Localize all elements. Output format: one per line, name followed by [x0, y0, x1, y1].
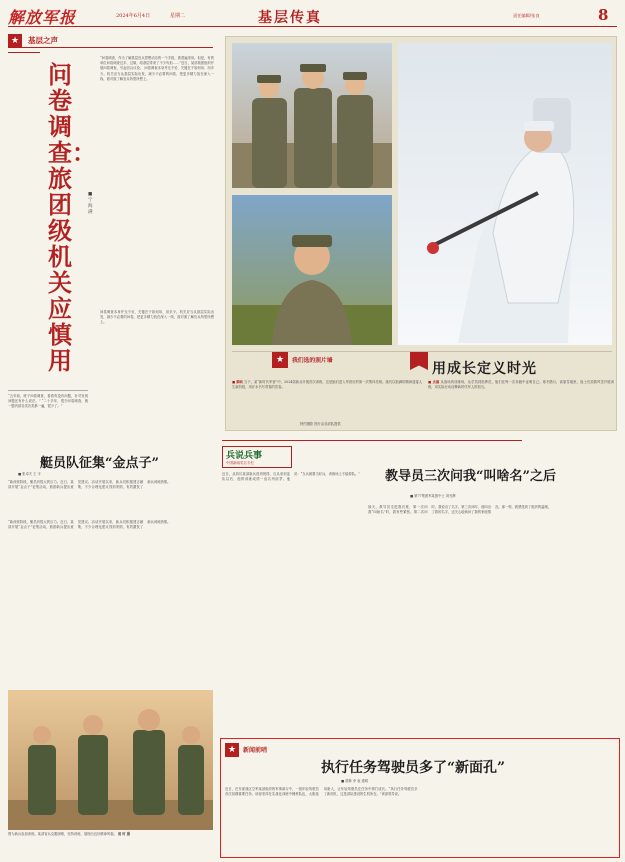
headline-rule	[8, 52, 40, 57]
soldier-column-title: 兵说兵事	[226, 451, 263, 461]
photo-smiling-soldier	[232, 195, 392, 345]
newspaper-logo: 解放军报	[8, 8, 77, 27]
left-article-body: “问卷调查，作为了解基层官兵思想动态的一个手段，被普遍采用。但是，有的单位问卷调查过多、过频，给基层带来了不少负担……”近日，某部旅团组织开展问卷调查，引起官兵议论。 问卷调查本身并无不妥，关键在于如何用、用多少。机关应当从基层实际出发，减少不必要的问卷，把更多精力放在深入一线、面对面了解官兵所思所想上。	[100, 56, 214, 81]
column-banner	[8, 34, 213, 48]
boat-article-author: ■ 张卓夫 王 平	[18, 472, 41, 476]
photo-feature-title: 用成长定义时光	[432, 361, 537, 377]
instructor-article-body: 那天，教导员走进我们班，第一次问我“叫啥名”时，我有些紧张。第二次问时，我说出了名字。第三次问时，他叫出了我的名字，还关心地询问了我的家庭情况。那一刻，我感受到了组织的温暖。	[368, 505, 552, 515]
instructor-article-label: ■ 第77集团军某旅中士 刘光辉	[410, 494, 456, 498]
pull-quote: “五年前，班子问卷调查，看看有没有问题，针对发现问题还有什么说法。” “二十多年，很少问卷调查，就一题内部各类各类都一遍，很少了。”	[8, 390, 88, 440]
page-number: 8	[598, 6, 609, 24]
news-box	[220, 738, 620, 858]
boat-article-body-continued: “新训营阶段，艇员有很大的压力。近日，某部开展“金点子”征集活动，鼓励新兵提出意见建议。活动开展以来，新兵们积极建言献策，不少合理化建议得到采纳，有效激发了新兵训练热情。	[8, 520, 171, 530]
soldier-column-subtitle: 中国新闻奖名专栏	[226, 461, 254, 465]
news-box-body: 近日，在东部战区空军某部组织的军事演习中，一批年轻驾驶员首次担纲重要任务。该部坚持在实战化训练中锤炼队伍，大胆选用新人，让年轻驾驶员在任务中摔打成长。“执行任务驾驶员多了新面孔，这是部队建设的生机所在。”该部领导说。	[225, 787, 418, 797]
boat-photo-caption: 图为新兵参加训练。某部官兵克服困难，坚持训练，展现出良好精神风貌。 周 时 摄	[8, 832, 131, 836]
star-icon: ★	[8, 34, 22, 48]
soldier-column-body: 近日，从四川某部新兵营到班排，自从来到连队以后，他的训练成绩一直名列前茅。他说：“当兵就要当好兵，训练场上不能掉队。”	[222, 472, 361, 482]
masthead	[8, 5, 617, 27]
photo-feature	[225, 36, 617, 431]
left-author: ■ 宁海 满	[88, 192, 93, 215]
divider	[8, 448, 213, 449]
left-headline: 问卷调查：旅团级机关应慎用	[48, 60, 96, 375]
issue-date: 2024年6月4日	[116, 13, 151, 19]
section-title: 基层传真	[258, 10, 322, 26]
left-article-continued: 问卷调查本身并无不妥，关键在于如何用、用多少。机关应当从基层实际出发，减少不必要的问卷，把更多精力放在深入一线、面对面了解官兵所思所想上。	[100, 310, 214, 325]
soldier-column-banner	[222, 446, 292, 468]
issue-weekday: 星期二	[170, 13, 186, 19]
photo-feature-label: 我们选的照片墙	[292, 358, 333, 364]
star-icon: ★	[272, 352, 288, 368]
photo-three-soldiers	[232, 43, 392, 188]
photo-runners	[8, 690, 213, 830]
editor-credit: 责任编辑/张良	[513, 13, 540, 18]
news-box-title: 执行任务驾驶员多了“新面孔”	[321, 760, 506, 776]
divider	[222, 440, 522, 441]
boat-article-title: 艇员队征集“金点子”	[40, 456, 159, 471]
instructor-article-title: 教导员三次问我“叫啥名”之后	[385, 469, 556, 484]
boat-article-body: “新训营阶段，艇员有很大的压力。近日，某部开展“金点子”征集活动，鼓励新兵提出意见建议。活动开展以来，新兵们积极建言献策，不少合理化建议得到采纳，有效激发了新兵训练热情。	[8, 480, 171, 490]
star-icon: ★	[225, 743, 239, 757]
column-label: 基层之声	[28, 36, 58, 45]
photo-col2: ■ 点滴 从战场到训练场，从学员到指挥员，他们在每一次奔跑中证明自己。寒冬腊月，高原雪地里，战士们顶着风雪开展训练，用实际行动诠释新时代军人的担当。	[428, 380, 614, 390]
photo-snow-soldier	[398, 43, 612, 345]
divider	[232, 351, 612, 352]
news-box-label: 新闻前哨	[243, 747, 268, 754]
news-box-author: ■ 胡林 李 表 建明	[341, 779, 369, 783]
photo-credit: 特约摄影 图片由各部队提供	[300, 422, 341, 426]
photo-col1: ■ 瞬间 当下，某“新时代军营”中，2024届新兵开展首次训练，这是她们进入军营后的第一次集体亮相。她们以饱满的精神迎接人生新阶段，用汗水书写青春的答卷。	[232, 380, 422, 390]
